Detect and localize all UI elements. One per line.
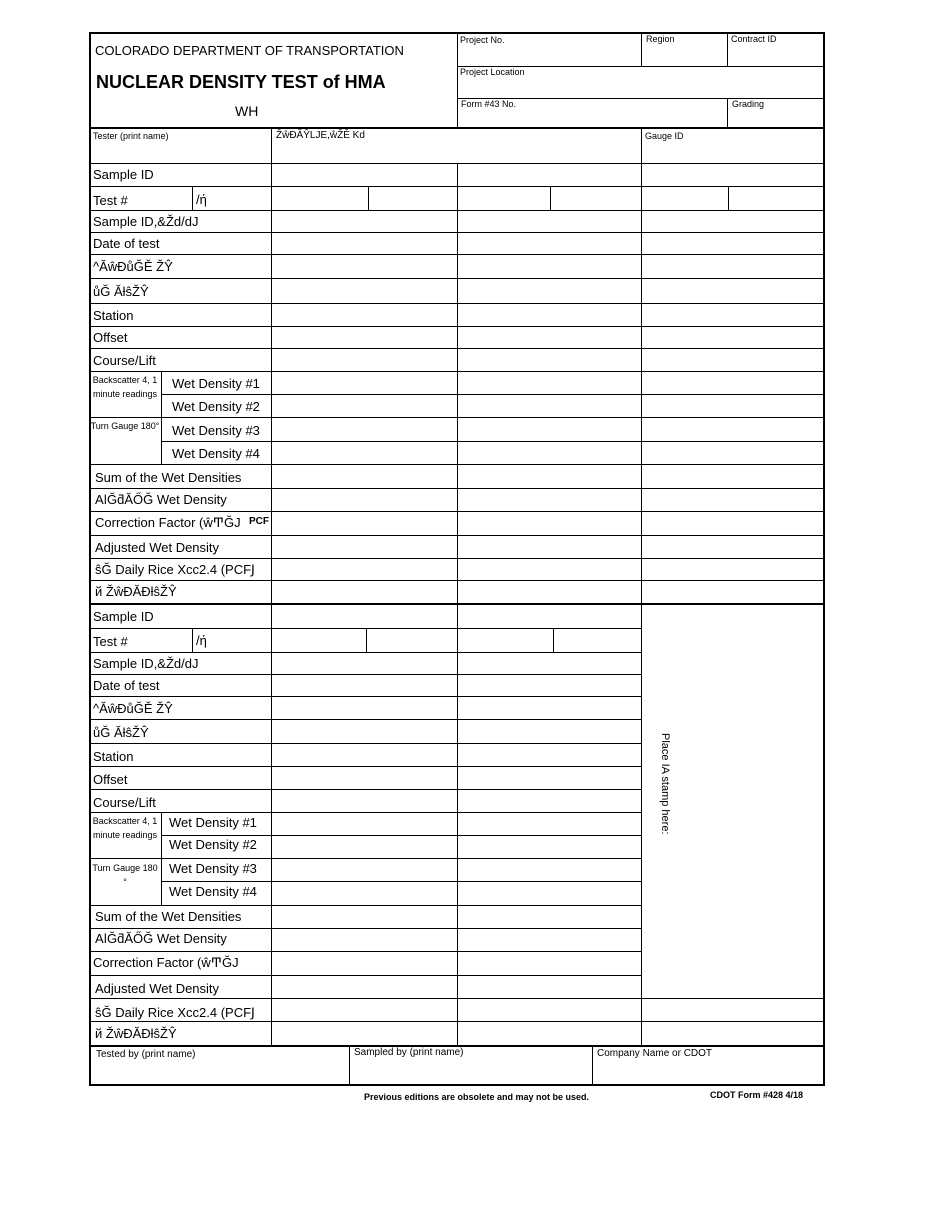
grid-row: [89, 696, 641, 697]
grid-row: [161, 441, 824, 442]
grid-row: [89, 417, 824, 418]
footer-col: [349, 1046, 350, 1086]
s1-average: AǀĞƌĂŐĞ Wet Density: [95, 492, 227, 507]
company-label: Company Name or CDOT: [597, 1048, 713, 1059]
grid-row: [89, 511, 824, 512]
tested-by-label: Tested by (print name): [96, 1049, 196, 1060]
grid-row: [89, 858, 641, 859]
grid-row: [89, 348, 824, 349]
grid-row: [89, 743, 641, 744]
project-no-label: Project No.: [460, 35, 505, 45]
grading-label: Grading: [732, 99, 765, 109]
grid-row: [89, 278, 824, 279]
s1-sampled-on: ^ĂŵƉůĞĚ ŽŶ: [93, 259, 173, 274]
header-divider: [727, 98, 728, 129]
grid-row: [89, 210, 824, 211]
s2-test-no: Test #: [93, 634, 128, 649]
header-divider: [641, 128, 642, 164]
s1-percent-compaction: й ŽŵƉĂĐƚŝŽŶ: [95, 584, 177, 599]
s1-correction: Correction Factor (ŵͲĞJ: [95, 515, 241, 530]
grid-row: [89, 951, 641, 952]
grid-row: [89, 1021, 824, 1022]
grid-col: [457, 163, 458, 604]
grid-col: [271, 163, 272, 604]
s1-date-of-test: Date of test: [93, 236, 160, 251]
grid-row: [161, 835, 641, 836]
s2-correction: Correction Factor (ŵͲĞJ: [93, 955, 239, 970]
grid-col: [457, 604, 458, 1045]
s2-wet-density-2: Wet Density #2: [169, 837, 257, 852]
grid-col: [271, 604, 272, 1045]
s2-turn-gauge: Turn Gauge 180 °: [92, 863, 158, 887]
s2-sum: Sum of the Wet Densities: [95, 909, 242, 924]
sampled-by-label: Sampled by (print name): [354, 1047, 464, 1058]
grid-row: [89, 326, 824, 327]
grid-col: [728, 186, 729, 210]
s2-wet-density-3: Wet Density #3: [169, 861, 257, 876]
s2-course-lift: Course/Lift: [93, 795, 156, 810]
s1-test-no-suffix: /ή: [196, 192, 207, 207]
s2-backscatter: Backscatter 4, 1 minute readings: [92, 816, 158, 840]
footer-col: [592, 1046, 593, 1086]
subtitle-garbled: WH: [235, 103, 259, 119]
obsolete-notice: Previous editions are obsolete and may not be used.: [364, 1092, 590, 1102]
grid-row: [89, 488, 824, 489]
gauge-id-label: Gauge ID: [645, 131, 684, 141]
grid-row: [89, 464, 824, 465]
grid-row: [89, 674, 641, 675]
region-label: Region: [646, 34, 675, 44]
s1-sample-id: Sample ID: [93, 167, 154, 182]
grid-col: [641, 604, 642, 1045]
grid-row: [161, 394, 824, 395]
s1-offset: Offset: [93, 330, 128, 345]
grid-col: [368, 186, 369, 210]
grid-row: [89, 186, 824, 187]
s1-wet-density-2: Wet Density #2: [172, 399, 260, 414]
s2-sample-id-form: Sample ID,&Žd/dJ: [93, 656, 199, 671]
s2-adjusted: Adjusted Wet Density: [95, 981, 220, 996]
s2-date-of-test: Date of test: [93, 678, 160, 693]
grid-row: [161, 881, 641, 882]
s1-course-lift: Course/Lift: [93, 353, 156, 368]
grid-row: [89, 812, 641, 813]
grid-row: [89, 719, 641, 720]
s1-wet-density-3: Wet Density #3: [172, 423, 260, 438]
s2-percent-compaction: й ŽŵƉĂĐƚŝŽŶ: [95, 1026, 177, 1041]
page-title: NUCLEAR DENSITY TEST of HMA: [96, 72, 386, 92]
grid-row: [89, 652, 641, 653]
grid-row: [89, 628, 641, 629]
s2-wet-density-4: Wet Density #4: [169, 884, 257, 899]
agency-name: COLORADO DEPARTMENT OF TRANSPORTATION: [95, 43, 404, 58]
header-divider: [727, 33, 728, 67]
s1-sample-id-form: Sample ID,&Žd/dJ: [93, 214, 199, 229]
grid-row: [89, 535, 824, 536]
s1-test-no: Test #: [93, 193, 128, 208]
grid-row: [89, 928, 641, 929]
s2-location: ůĞ ĂƚŝŽŶ: [93, 725, 149, 740]
tester-cert-garbled: ŽŵĐĂŶLJE,ŵŽĚ Kd: [276, 130, 365, 141]
s2-test-no-suffix: /ή: [196, 633, 207, 648]
grid-row: [89, 998, 824, 999]
grid-row: [89, 580, 824, 581]
grid-row: [89, 232, 824, 233]
grid-row: [89, 766, 641, 767]
grid-row: [89, 975, 641, 976]
grid-row: [89, 303, 824, 304]
grid-col: [641, 163, 642, 604]
grid-col: [366, 628, 367, 652]
grid-col: [192, 628, 193, 652]
project-location-label: Project Location: [460, 67, 525, 77]
s1-turn-gauge: Turn Gauge 180°: [90, 421, 160, 431]
ia-stamp-placeholder: Place IA stamp here:: [659, 733, 671, 835]
grid-col: [553, 628, 554, 652]
header-divider: [457, 33, 458, 129]
contract-id-label: Contract ID: [731, 34, 777, 44]
s1-correction-pcf: PCF: [249, 516, 269, 527]
form-number: CDOT Form #428 4/18: [710, 1090, 804, 1100]
s1-adjusted: Adjusted Wet Density: [95, 540, 220, 555]
grid-row: [89, 789, 641, 790]
grid-col: [550, 186, 551, 210]
s2-station: Station: [93, 749, 134, 764]
s1-sum: Sum of the Wet Densities: [95, 470, 242, 485]
s2-average: AǀĞƌĂŐĞ Wet Density: [95, 931, 227, 946]
s1-daily-rice: ŝĞ Daily Rice Xϲϲ2.4 (PCFͿ: [95, 562, 255, 577]
grid-col: [192, 186, 193, 210]
header-divider: [641, 33, 642, 67]
header-bottom: [89, 127, 825, 129]
s2-sample-id: Sample ID: [93, 609, 154, 624]
s1-backscatter: Backscatter 4, 1 minute readings: [92, 375, 158, 399]
s2-wet-density-1: Wet Density #1: [169, 815, 257, 830]
grid-row: [89, 254, 824, 255]
s1-wet-density-1: Wet Density #1: [172, 376, 260, 391]
s2-daily-rice: ŝĞ Daily Rice Xϲϲ2.4 (PCFͿ: [95, 1005, 255, 1020]
tester-label: Tester (print name): [93, 131, 169, 141]
s1-location: ůĞ ĂƚŝŽŶ: [93, 284, 149, 299]
header-divider: [271, 128, 272, 164]
grid-row: [89, 905, 641, 906]
s2-sampled-on: ^ĂŵƉůĞĚ ŽŶ: [93, 701, 173, 716]
grid-row: [89, 558, 824, 559]
s1-wet-density-4: Wet Density #4: [172, 446, 260, 461]
s2-offset: Offset: [93, 772, 128, 787]
form43-label: Form #43 No.: [461, 99, 517, 109]
grid-row: [89, 371, 824, 372]
s1-station: Station: [93, 308, 134, 323]
